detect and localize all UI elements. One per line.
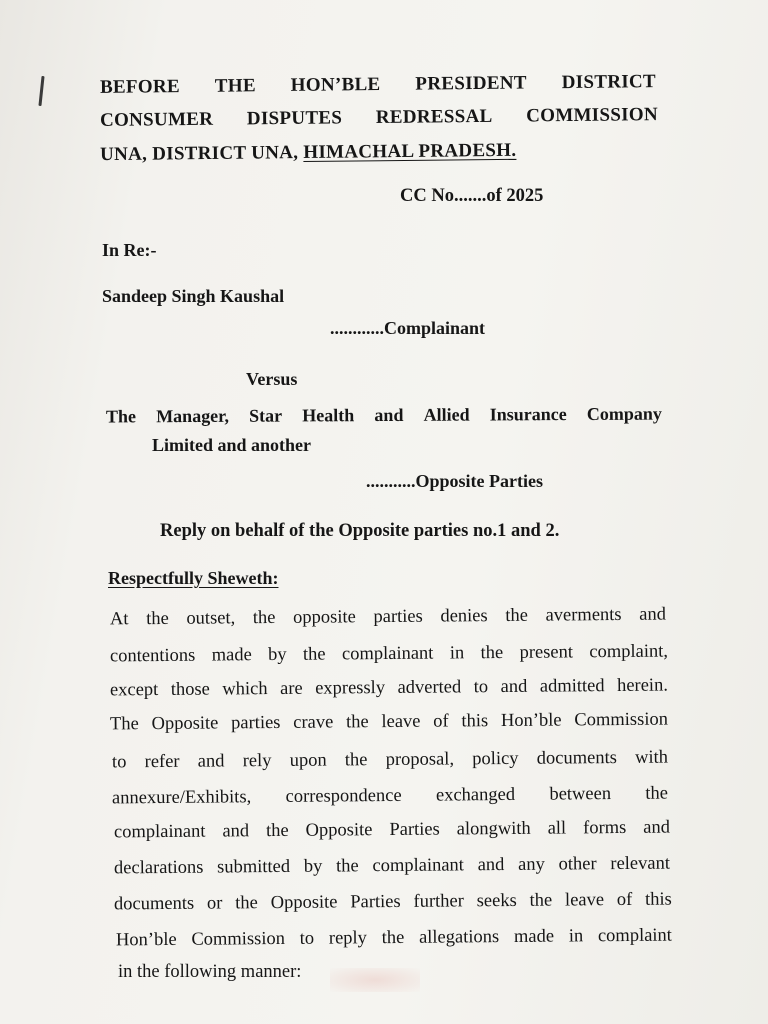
body-line-1 [110, 605, 666, 631]
body-word: adverted [397, 677, 462, 698]
heading-location: UNA, DISTRICT UNA, [99, 142, 304, 166]
body-word: rely [242, 751, 272, 772]
party-word: Manager, [156, 405, 230, 427]
reply-title: Reply on behalf of the Opposite parties no.1 and 2. [160, 521, 560, 541]
body-word: and [197, 751, 225, 772]
body-word: complainant [372, 855, 465, 877]
body-word: Hon’ble [115, 929, 177, 951]
body-word: denies [440, 606, 488, 627]
body-word: reply [328, 928, 367, 949]
complainant-role: ............Complainant [330, 318, 486, 338]
body-word: the [252, 607, 276, 629]
body-line-9 [114, 890, 672, 916]
body-word: except [109, 680, 159, 701]
body-word: by [268, 644, 287, 666]
body-word: to [299, 928, 315, 949]
body-word: present [519, 642, 574, 663]
body-word: declarations [113, 857, 204, 879]
body-word: The [109, 714, 139, 735]
heading-word: BEFORE [99, 76, 181, 98]
body-word: Parties [389, 819, 440, 841]
body-word: submitted [217, 856, 291, 878]
body-word: those [170, 679, 210, 700]
body-word: and [477, 855, 505, 876]
body-word: exchanged [435, 784, 516, 806]
body-word: relevant [610, 853, 671, 875]
body-line-8 [114, 854, 670, 880]
body-word: Commission [191, 928, 286, 950]
versus-label: Versus [246, 369, 298, 389]
body-word: documents [536, 748, 617, 769]
body-word: complaint [597, 925, 672, 947]
heading-word: REDRESSAL [375, 105, 493, 129]
body-word: which [222, 679, 268, 700]
body-word: leave [564, 890, 605, 911]
body-word: and [643, 817, 671, 838]
body-word: leave [381, 711, 421, 733]
body-word: averments [545, 604, 622, 626]
heading-line-3 [100, 140, 517, 166]
body-word: parties [373, 606, 423, 628]
body-word: this [645, 889, 672, 910]
party-word: Star [249, 405, 283, 426]
body-line-2 [110, 642, 668, 668]
body-word: the [505, 605, 528, 626]
body-last-line: in the following manner: [118, 962, 302, 982]
body-word: all [547, 818, 567, 839]
body-word: Opposite [305, 820, 373, 841]
body-word: alongwith [456, 818, 531, 840]
body-word: the [336, 856, 359, 877]
body-word: upon [289, 750, 327, 771]
body-word: with [635, 747, 669, 768]
body-word: made [513, 926, 555, 947]
body-word: crave [293, 712, 334, 733]
body-line-3 [110, 676, 668, 702]
body-word: Opposite [151, 713, 219, 735]
body-word: policy [472, 748, 519, 770]
body-word: and [222, 821, 250, 842]
body-word: correspondence [285, 785, 402, 807]
body-word: and [639, 604, 667, 625]
heading-line-1 [100, 71, 656, 99]
body-word: forms [583, 817, 627, 839]
body-word: Opposite [270, 892, 338, 914]
body-word: any [518, 854, 545, 875]
body-word: complainant [113, 821, 206, 843]
body-line-5 [112, 748, 668, 774]
body-word: other [558, 854, 597, 875]
heading-line-2 [100, 104, 658, 132]
body-word: the [265, 820, 289, 842]
body-word: Hon’ble [500, 710, 562, 732]
body-line-6 [112, 784, 668, 810]
body-word: and [500, 676, 528, 698]
opposite-party-role: ...........Opposite Parties [366, 471, 543, 491]
case-number: CC No.......of 2025 [400, 186, 544, 206]
party-word: Allied [423, 404, 470, 425]
heading-word: DISTRICT [561, 71, 657, 94]
body-word: admitted [539, 676, 605, 697]
party-word: Company [586, 403, 662, 424]
heading-word: PRESIDENT [415, 72, 527, 95]
body-word: seeks [476, 890, 517, 912]
heading-word: COMMISSION [526, 104, 659, 127]
heading-word: DISPUTES [246, 107, 343, 130]
body-line-7 [114, 818, 670, 844]
body-word: the [344, 750, 368, 771]
body-word: in [449, 643, 465, 664]
body-word: the [480, 643, 504, 664]
body-word: At [109, 609, 129, 630]
body-word: parties [231, 712, 281, 734]
body-word: proposal, [385, 749, 455, 771]
in-re-label: In Re:- [102, 240, 157, 260]
body-word: the [529, 890, 553, 911]
opposite-party-line-1 [106, 404, 662, 428]
body-word: the [645, 783, 669, 804]
body-word: annexure/Exhibits, [111, 787, 252, 809]
opposite-party-line-2: Limited and another [152, 435, 312, 455]
body-word: this [461, 711, 489, 732]
body-line-4 [110, 710, 668, 736]
party-word: and [374, 404, 404, 426]
complainant-name: Sandeep Singh Kaushal [102, 286, 285, 306]
body-word: contentions [109, 645, 196, 667]
body-word: outset, [186, 608, 236, 629]
body-word: Parties [350, 891, 401, 913]
party-word: The [105, 406, 137, 427]
body-word: documents [113, 893, 195, 915]
body-word: expressly [315, 678, 386, 699]
body-word: of [433, 711, 449, 732]
body-word: the [146, 608, 169, 630]
heading-word: THE [214, 75, 256, 97]
body-word: made [211, 645, 252, 666]
body-line-10 [116, 926, 672, 952]
party-word: Insurance [489, 404, 567, 425]
body-word: between [549, 784, 612, 805]
party-word: Health [302, 405, 355, 426]
body-word: complaint, [589, 641, 669, 663]
body-word: Commission [574, 709, 669, 731]
body-word: are [279, 678, 303, 699]
body-word: refer [144, 751, 180, 773]
paper-smudge [330, 968, 420, 992]
body-word: to [473, 677, 489, 698]
body-word: allegations [418, 927, 500, 948]
heading-word: HON’BLE [290, 73, 381, 96]
pen-mark [38, 76, 44, 106]
body-word: of [616, 889, 633, 911]
body-word: to [111, 752, 127, 773]
heading-state: HIMACHAL PRADESH. [303, 139, 517, 164]
body-word: in [568, 926, 584, 947]
body-word: complainant [341, 643, 434, 665]
body-word: the [302, 644, 326, 665]
body-word: the [235, 893, 258, 914]
body-word: the [345, 712, 369, 733]
heading-word: CONSUMER [99, 108, 214, 131]
body-word: herein. [616, 675, 668, 697]
salutation: Respectfully Sheweth: [108, 568, 279, 588]
body-word: further [413, 891, 464, 912]
body-word: opposite [293, 607, 356, 628]
body-word: by [303, 856, 323, 877]
body-word: the [381, 927, 405, 949]
body-word: or [206, 893, 223, 914]
